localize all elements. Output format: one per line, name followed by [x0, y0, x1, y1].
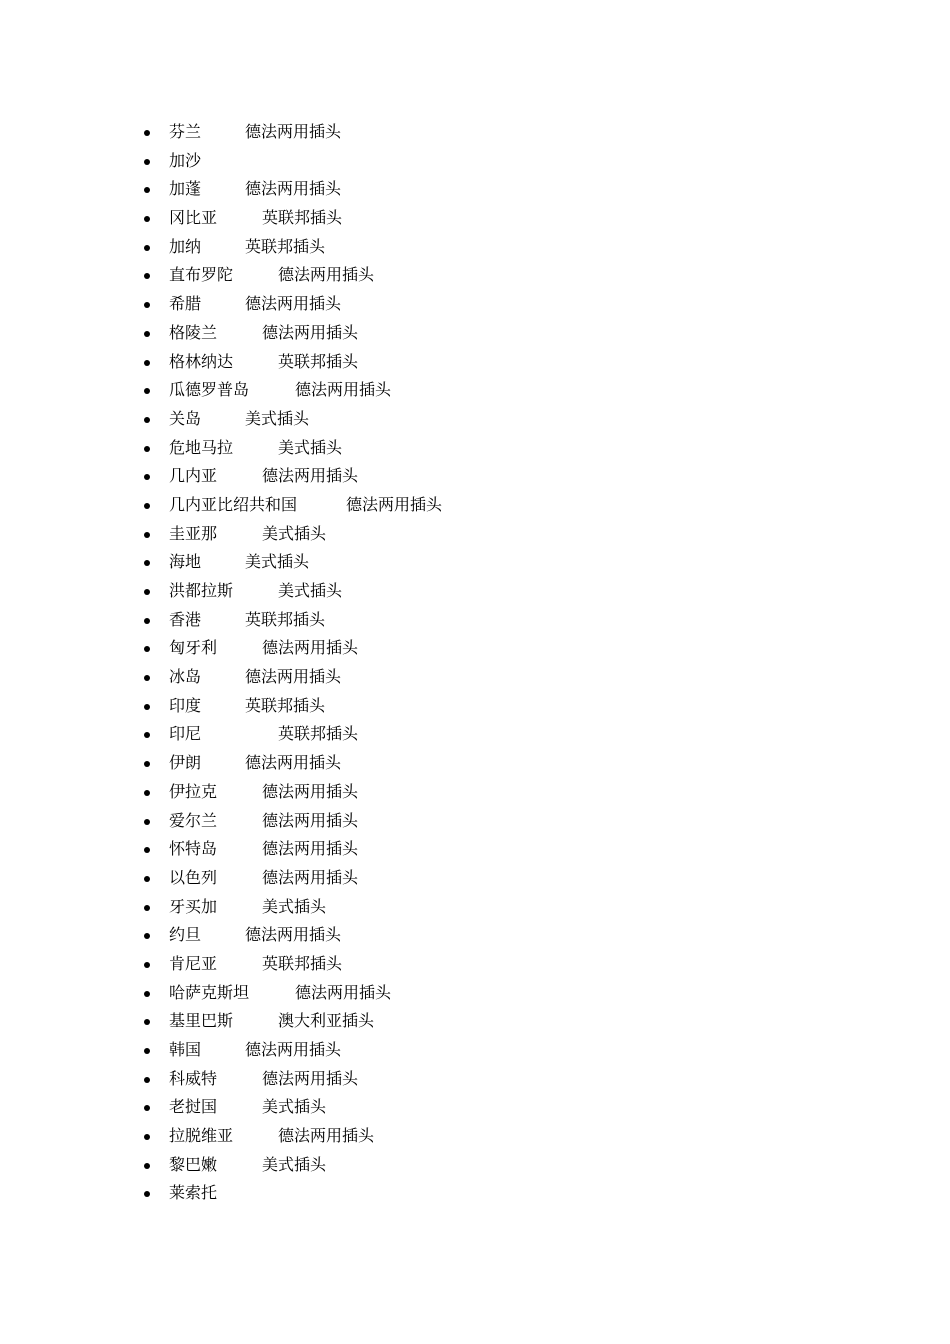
country-name: 印尼 [169, 724, 202, 744]
country-name: 约旦 [169, 925, 202, 945]
plug-type: 德法两用插头 [346, 494, 443, 514]
country-name: 加蓬 [169, 179, 202, 199]
bullet-icon [144, 446, 150, 452]
country-name: 科威特 [169, 1068, 218, 1088]
list-item [140, 835, 740, 864]
plug-type: 美式插头 [245, 408, 310, 428]
bullet-icon [144, 618, 150, 624]
bullet-icon [144, 847, 150, 853]
bullet-icon [144, 216, 150, 222]
country-name: 莱索托 [169, 1183, 218, 1203]
list-item [140, 548, 740, 577]
list-item [140, 634, 740, 663]
list-item [140, 204, 740, 233]
plug-type: 德法两用插头 [278, 265, 375, 285]
plug-type: 英联邦插头 [262, 953, 343, 973]
bullet-icon [144, 905, 150, 911]
bullet-icon [144, 761, 150, 767]
plug-type: 德法两用插头 [245, 925, 342, 945]
country-name: 伊朗 [169, 753, 202, 773]
bullet-icon [144, 560, 150, 566]
plug-type: 德法两用插头 [245, 753, 342, 773]
bullet-icon [144, 1134, 150, 1140]
country-name: 关岛 [169, 408, 202, 428]
list-item [140, 1065, 740, 1094]
plug-type: 美式插头 [262, 1097, 327, 1117]
plug-type: 德法两用插头 [262, 810, 359, 830]
list-item [140, 1179, 740, 1208]
bullet-icon [144, 991, 150, 997]
plug-type: 英联邦插头 [245, 236, 326, 256]
country-name: 牙买加 [169, 896, 218, 916]
list-item [140, 233, 740, 262]
bullet-icon [144, 503, 150, 509]
bullet-icon [144, 187, 150, 193]
list-item [140, 577, 740, 606]
country-name: 匈牙利 [169, 638, 218, 658]
list-item [140, 893, 740, 922]
list-item [140, 1122, 740, 1151]
list-item [140, 979, 740, 1008]
plug-type: 德法两用插头 [245, 179, 342, 199]
bullet-icon [144, 388, 150, 394]
plug-type: 德法两用插头 [262, 322, 359, 342]
plug-type: 美式插头 [245, 552, 310, 572]
list-item [140, 405, 740, 434]
list-item [140, 434, 740, 463]
bullet-icon [144, 790, 150, 796]
country-name: 希腊 [169, 294, 202, 314]
country-name: 海地 [169, 552, 202, 572]
country-name: 香港 [169, 609, 202, 629]
plug-type: 德法两用插头 [245, 294, 342, 314]
country-name: 圭亚那 [169, 523, 218, 543]
country-name: 加沙 [169, 150, 202, 170]
country-name: 芬兰 [169, 122, 202, 141]
bullet-icon [144, 1105, 150, 1111]
country-name: 肯尼亚 [169, 953, 218, 973]
list-item [140, 462, 740, 491]
plug-type: 德法两用插头 [262, 1068, 359, 1088]
country-name: 印度 [169, 695, 202, 715]
list-item [140, 261, 740, 290]
plug-type: 德法两用插头 [262, 638, 359, 658]
bullet-icon [144, 1077, 150, 1083]
bullet-icon [144, 130, 150, 136]
list-item [140, 1007, 740, 1036]
list-item [140, 807, 740, 836]
bullet-icon [144, 159, 150, 165]
plug-type: 美式插头 [262, 896, 327, 916]
country-name: 直布罗陀 [169, 265, 234, 285]
country-name: 伊拉克 [169, 781, 218, 801]
list-item [140, 520, 740, 549]
bullet-icon [144, 732, 150, 738]
plug-type: 美式插头 [278, 581, 343, 600]
plug-type: 德法两用插头 [262, 867, 359, 887]
list-item [140, 1151, 740, 1180]
bullet-icon [144, 675, 150, 681]
list-item [140, 290, 740, 319]
list-item [140, 606, 740, 635]
plug-type: 德法两用插头 [278, 1126, 375, 1146]
list-item [140, 921, 740, 950]
list-item [140, 663, 740, 692]
country-name: 危地马拉 [169, 437, 234, 457]
bullet-icon [144, 417, 150, 423]
plug-type: 德法两用插头 [262, 466, 359, 486]
plug-type: 德法两用插头 [262, 781, 359, 801]
list-item [140, 864, 740, 893]
country-name: 格陵兰 [169, 322, 218, 342]
country-name: 洪都拉斯 [169, 581, 234, 600]
list-item [140, 376, 740, 405]
list-item [140, 319, 740, 348]
plug-type: 美式插头 [278, 437, 343, 457]
plug-type: 英联邦插头 [278, 724, 359, 744]
plug-type: 德法两用插头 [262, 839, 359, 859]
country-name: 冰岛 [169, 667, 202, 687]
plug-type: 德法两用插头 [245, 122, 342, 141]
plug-type-list [140, 118, 740, 1208]
list-item [140, 720, 740, 749]
list-item [140, 1036, 740, 1065]
country-name: 基里巴斯 [169, 1011, 234, 1031]
list-item [140, 749, 740, 778]
plug-type: 英联邦插头 [262, 208, 343, 228]
bullet-icon [144, 302, 150, 308]
bullet-icon [144, 1019, 150, 1025]
bullet-icon [144, 589, 150, 595]
list-item [140, 118, 740, 147]
country-name: 怀特岛 [169, 839, 218, 859]
country-name: 瓜德罗普岛 [169, 380, 250, 400]
plug-type: 英联邦插头 [245, 609, 326, 629]
country-name: 哈萨克斯坦 [169, 982, 250, 1002]
bullet-icon [144, 474, 150, 480]
plug-type: 英联邦插头 [245, 695, 326, 715]
bullet-icon [144, 1163, 150, 1169]
country-name: 老挝国 [169, 1097, 218, 1117]
list-item [140, 950, 740, 979]
plug-type: 美式插头 [262, 523, 327, 543]
list-item [140, 491, 740, 520]
bullet-icon [144, 819, 150, 825]
bullet-icon [144, 876, 150, 882]
country-name: 几内亚比绍共和国 [169, 494, 298, 514]
bullet-icon [144, 1048, 150, 1054]
country-name: 爱尔兰 [169, 810, 218, 830]
list-item [140, 692, 740, 721]
bullet-icon [144, 646, 150, 652]
plug-type: 德法两用插头 [295, 982, 392, 1002]
country-name: 加纳 [169, 236, 202, 256]
country-name: 拉脱维亚 [169, 1126, 234, 1146]
country-name: 格林纳达 [169, 351, 234, 371]
country-name: 韩国 [169, 1040, 202, 1059]
list-item [140, 1093, 740, 1122]
bullet-icon [144, 331, 150, 337]
bullet-icon [144, 273, 150, 279]
country-name: 冈比亚 [169, 208, 218, 228]
list-item [140, 147, 740, 176]
plug-type: 德法两用插头 [295, 380, 392, 400]
plug-type: 德法两用插头 [245, 1040, 342, 1059]
bullet-icon [144, 1191, 150, 1197]
list-item [140, 175, 740, 204]
plug-type: 德法两用插头 [245, 667, 342, 687]
plug-type: 英联邦插头 [278, 351, 359, 371]
list-item [140, 778, 740, 807]
list-item [140, 348, 740, 377]
country-name: 几内亚 [169, 466, 218, 486]
bullet-icon [144, 532, 150, 538]
bullet-icon [144, 360, 150, 366]
bullet-icon [144, 962, 150, 968]
bullet-icon [144, 704, 150, 710]
country-name: 以色列 [169, 867, 218, 887]
plug-type: 澳大利亚插头 [278, 1011, 375, 1031]
bullet-icon [144, 245, 150, 251]
bullet-icon [144, 933, 150, 939]
country-name: 黎巴嫩 [169, 1154, 218, 1174]
plug-type: 美式插头 [262, 1154, 327, 1174]
